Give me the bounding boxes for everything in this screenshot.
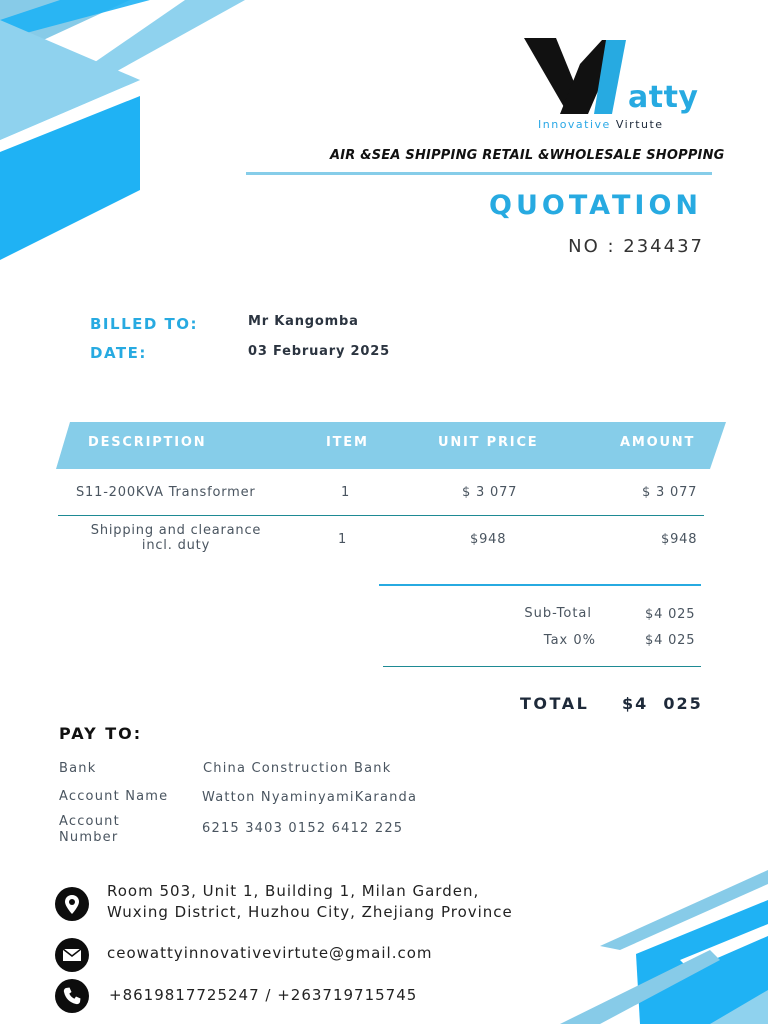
summary-divider-top xyxy=(379,584,701,586)
header-divider xyxy=(246,172,712,175)
row-amount: $948 xyxy=(661,532,698,547)
row-item: 1 xyxy=(341,485,351,500)
account-name-label: Account Name xyxy=(59,789,169,804)
row-amount: $ 3 077 xyxy=(642,485,698,500)
top-left-decoration xyxy=(0,0,300,280)
subtotal-value: $4 025 xyxy=(645,607,696,622)
pay-to-heading: PAY TO: xyxy=(59,724,143,743)
account-number-label: Account Number xyxy=(59,814,120,845)
summary-divider-bottom xyxy=(383,666,701,667)
row-unit-price: $ 3 077 xyxy=(462,485,518,500)
row-divider xyxy=(58,515,704,516)
business-tagline: AIR &SEA SHIPPING RETAIL &WHOLESALE SHOPPING xyxy=(330,148,725,163)
logo-tagline: Innovative Virtute xyxy=(538,118,664,131)
header-description: DESCRIPTION xyxy=(88,435,207,450)
account-number-value: 6215 3403 0152 6412 225 xyxy=(202,821,404,836)
date-value: 03 February 2025 xyxy=(248,344,390,359)
address xyxy=(107,881,513,923)
header-amount: AMOUNT xyxy=(620,435,696,450)
tax-label: Tax 0% xyxy=(543,633,596,648)
row-unit-price: $948 xyxy=(470,532,507,547)
row-description: Shipping and clearance incl. duty xyxy=(90,523,262,553)
email-link[interactable]: ceowattyinnovativevirtute@gmail.com xyxy=(107,944,433,962)
billed-to-value: Mr Kangomba xyxy=(248,314,359,329)
total-label: TOTAL xyxy=(520,694,590,713)
account-name-value: Watton NyaminyamiKaranda xyxy=(202,790,418,805)
bottom-right-decoration xyxy=(560,870,768,1024)
quotation-number: NO : 234437 xyxy=(568,236,704,257)
phone-icon xyxy=(55,979,89,1013)
location-pin-icon xyxy=(55,887,89,921)
address-line-1: Room 503, Unit 1, Building 1, Milan Garden, xyxy=(107,882,480,900)
phone-numbers[interactable]: +8619817725247 / +263719715745 xyxy=(109,986,418,1004)
billed-to-label: BILLED TO: xyxy=(90,315,199,333)
header-unit-price: UNIT PRICE xyxy=(438,435,539,450)
row-description: S11-200KVA Transformer xyxy=(76,485,256,500)
bank-value: China Construction Bank xyxy=(203,761,392,776)
subtotal-label: Sub-Total xyxy=(524,606,592,621)
row-item: 1 xyxy=(338,532,348,547)
address-line-2: Wuxing District, Huzhou City, Zhejiang Province xyxy=(107,903,513,921)
mail-icon xyxy=(55,938,89,972)
header-item: ITEM xyxy=(326,435,369,450)
document-title: QUOTATION xyxy=(489,190,702,221)
date-label: DATE: xyxy=(90,344,147,362)
total-value: $4 025 xyxy=(622,694,703,713)
bank-label: Bank xyxy=(59,761,97,776)
tax-value: $4 025 xyxy=(645,633,696,648)
logo-wordmark: atty xyxy=(628,80,699,115)
